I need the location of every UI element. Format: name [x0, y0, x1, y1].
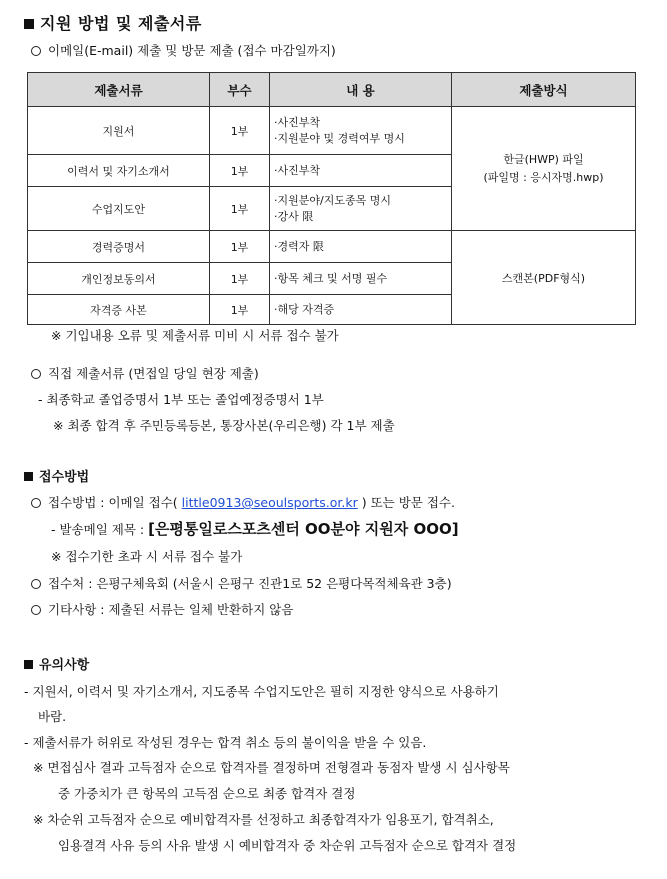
doc-cell: 자격증 사본: [28, 295, 210, 325]
mail-subject-line: - 발송메일 제목 : [은평통일로스포츠센터 OO분야 지원자 OOO]: [51, 520, 459, 538]
table-row: [28, 231, 636, 263]
receipt-place-line: 접수처 : 은평구체육회 (서울시 은평구 진관1로 52 은평다목적체육관 3층): [31, 574, 452, 592]
copies-cell: 1부: [210, 107, 270, 155]
table-header: 부수: [210, 73, 270, 107]
content-cell: ·사진부착: [270, 155, 452, 187]
doc-cell: 경력증명서: [28, 231, 210, 263]
circle-bullet-icon: [31, 498, 41, 508]
circle-bullet-icon: [31, 605, 41, 615]
notice-item-1: - 지원서, 이력서 및 자기소개서, 지도종목 수업지도안은 필히 지정한 양식으로 사용하기: [24, 684, 499, 699]
notice-item-2: - 제출서류가 허위로 작성된 경우는 합격 취소 등의 불이익을 받을 수 있음.: [24, 735, 427, 750]
doc-cell: 지원서: [28, 107, 210, 155]
notice-item-1-cont: 바람.: [38, 709, 67, 724]
notice-item-3-cont: 중 가중치가 큰 항목의 고득점 순으로 최종 합격자 결정: [58, 786, 356, 801]
circle-bullet-icon: [31, 46, 41, 56]
etc-line: 기타사항 : 제출된 서류는 일체 반환하지 않음: [31, 600, 293, 618]
section-title-apply: 지원 방법 및 제출서류: [24, 11, 202, 34]
copies-cell: 1부: [210, 263, 270, 295]
notice-item-3: ※ 면접심사 결과 고득점자 순으로 합격자를 결정하며 전형결과 동점자 발생 시 심사항목: [33, 760, 510, 775]
email-submit-line: 이메일(E-mail) 제출 및 방문 제출 (접수 마감일까지): [31, 41, 336, 59]
notice-item-4-cont: 임용결격 사유 등의 사유 발생 시 예비합격자 중 차순위 고득점자 순으로 합격자 결정: [58, 838, 517, 853]
content-cell: ·지원분야/지도종목 명시 ·강사 限: [270, 187, 452, 231]
square-bullet-icon: [24, 660, 33, 669]
notice-item-4: ※ 차순위 고득점자 순으로 예비합격자를 선정하고 최종합격자가 임용포기, 합격취소,: [33, 812, 494, 827]
circle-bullet-icon: [31, 369, 41, 379]
content-cell: ·항목 체크 및 서명 필수: [270, 263, 452, 295]
table-row: [28, 107, 636, 155]
circle-bullet-icon: [31, 579, 41, 589]
method-cell-pdf: 스캔본(PDF형식): [452, 231, 636, 325]
email-link[interactable]: little0913@seoulsports.or.kr: [181, 495, 358, 510]
mail-subject-value: [은평통일로스포츠센터 OO분야 지원자 OOO]: [148, 520, 459, 538]
doc-cell: 개인정보동의서: [28, 263, 210, 295]
table-header: 내 용: [270, 73, 452, 107]
method-cell-hwp: 한글(HWP) 파일 (파일명 : 응시자명.hwp): [452, 107, 636, 231]
direct-note: ※ 최종 합격 후 주민등록등본, 통장사본(우리은행) 각 1부 제출: [53, 418, 395, 433]
note-incomplete: ※ 기입내용 오류 및 제출서류 미비 시 서류 접수 불가: [51, 328, 339, 343]
table-header: 제출방식: [452, 73, 636, 107]
copies-cell: 1부: [210, 231, 270, 263]
content-cell: ·해당 자격증: [270, 295, 452, 325]
content-cell: ·경력자 限: [270, 231, 452, 263]
section-title-receipt: 접수방법: [24, 466, 89, 485]
receipt-method-line: 접수방법 : 이메일 접수( little0913@seoulsports.or.kr ) 또는 방문 접수.: [31, 493, 455, 511]
direct-submit-line: 직접 제출서류 (면접일 당일 현장 제출): [31, 364, 259, 382]
table-header: 제출서류: [28, 73, 210, 107]
documents-table: [27, 72, 636, 325]
square-bullet-icon: [24, 19, 34, 29]
square-bullet-icon: [24, 472, 33, 481]
copies-cell: 1부: [210, 155, 270, 187]
direct-item: - 최종학교 졸업증명서 1부 또는 졸업예정증명서 1부: [38, 392, 324, 407]
deadline-note: ※ 접수기한 초과 시 서류 접수 불가: [51, 549, 243, 564]
doc-cell: 이력서 및 자기소개서: [28, 155, 210, 187]
table-header-row: [28, 73, 636, 107]
doc-cell: 수업지도안: [28, 187, 210, 231]
content-cell: ·사진부착 ·지원분야 및 경력여부 명시: [270, 107, 452, 155]
copies-cell: 1부: [210, 295, 270, 325]
section-title-notice: 유의사항: [24, 654, 89, 673]
copies-cell: 1부: [210, 187, 270, 231]
